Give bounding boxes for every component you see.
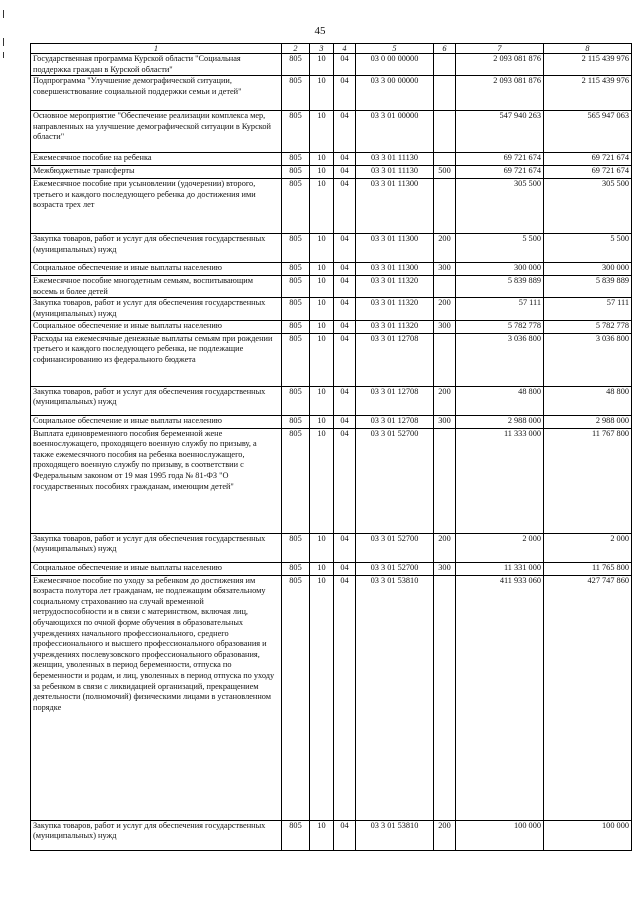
cell-sum2: 2 000 <box>544 533 632 562</box>
cell-name: Социальное обеспечение и иные выплаты населению <box>31 415 282 428</box>
cell-ministry: 805 <box>282 386 310 415</box>
table-row <box>31 111 632 153</box>
budget-table <box>30 43 632 851</box>
cell-ministry: 805 <box>282 533 310 562</box>
cell-name: Выплата единовременного пособия беременной жене военнослужащего, проходящего военную службу по призыву, а также ежемесячного пособия на ребенка военнослужащего, проходящего военную службу по призыву, в соответствии с Федеральным законом от 19 мая 1995 года № 81-ФЗ "О государственных пособиях гражданам, имеющим детей" <box>31 428 282 533</box>
cell-sum1: 300 000 <box>456 263 544 276</box>
column-header: 1 <box>31 44 282 54</box>
cell-subsection: 04 <box>334 76 356 111</box>
cell-sum1: 5 782 778 <box>456 320 544 333</box>
cell-ministry: 805 <box>282 562 310 575</box>
cell-ministry: 805 <box>282 575 310 820</box>
cell-section: 10 <box>310 320 334 333</box>
cell-name: Основное мероприятие "Обеспечение реализации комплекса мер, направленных на улучшение демографической ситуации в Курской области" <box>31 111 282 153</box>
table-row <box>31 562 632 575</box>
cell-target: 03 3 01 11130 <box>356 153 434 166</box>
cell-section: 10 <box>310 153 334 166</box>
cell-target: 03 3 01 00000 <box>356 111 434 153</box>
cell-section: 10 <box>310 54 334 76</box>
cell-ministry: 805 <box>282 320 310 333</box>
cell-vr <box>434 575 456 820</box>
cell-section: 10 <box>310 234 334 263</box>
cell-ministry: 805 <box>282 415 310 428</box>
cell-section: 10 <box>310 428 334 533</box>
cell-subsection: 04 <box>334 386 356 415</box>
table-row <box>31 575 632 820</box>
column-header: 8 <box>544 44 632 54</box>
header-row <box>31 44 632 54</box>
cell-name: Закупка товаров, работ и услуг для обеспечения государственных (муниципальных) нужд <box>31 820 282 850</box>
cell-subsection: 04 <box>334 54 356 76</box>
cell-sum1: 69 721 674 <box>456 153 544 166</box>
cell-target: 03 3 01 52700 <box>356 533 434 562</box>
cell-sum2: 5 782 778 <box>544 320 632 333</box>
cell-sum2: 305 500 <box>544 179 632 234</box>
cell-name: Ежемесячное пособие по уходу за ребенком до достижения им возраста полутора лет гражданам, не подлежащим обязательному социальному страхованию на случай временной нетрудоспособности и в связи с материнством, включая лиц, обучающихся по очной форме обучения в образовательных учреждениях начального профессионального, среднего профессионального и высшего профессионального образования и учреждениях послевузовского профессионального образования, женщин, уволенных в период беременности, отпуска по беременности и родам, и лиц, уволенных в период отпуска по уходу за ребенком в связи с ликвидацией организаций, прекращением деятельности (полномочий) физическими лицами в установленном порядке <box>31 575 282 820</box>
cell-subsection: 04 <box>334 428 356 533</box>
cell-ministry: 805 <box>282 179 310 234</box>
cell-section: 10 <box>310 562 334 575</box>
cell-section: 10 <box>310 298 334 320</box>
cell-target: 03 0 00 00000 <box>356 54 434 76</box>
table-row <box>31 153 632 166</box>
cell-ministry: 805 <box>282 263 310 276</box>
table-row <box>31 263 632 276</box>
cell-target: 03 3 01 52700 <box>356 428 434 533</box>
cell-section: 10 <box>310 166 334 179</box>
table-row <box>31 333 632 386</box>
cell-sum2: 57 111 <box>544 298 632 320</box>
table-row <box>31 415 632 428</box>
cell-section: 10 <box>310 263 334 276</box>
cell-subsection: 04 <box>334 333 356 386</box>
cell-section: 10 <box>310 820 334 850</box>
cell-ministry: 805 <box>282 333 310 386</box>
cell-ministry: 805 <box>282 153 310 166</box>
cell-vr: 300 <box>434 415 456 428</box>
cell-sum2: 69 721 674 <box>544 166 632 179</box>
cell-subsection: 04 <box>334 562 356 575</box>
cell-vr <box>434 76 456 111</box>
cell-vr <box>434 179 456 234</box>
cell-sum2: 100 000 <box>544 820 632 850</box>
cell-sum1: 11 331 000 <box>456 562 544 575</box>
cell-sum2: 565 947 063 <box>544 111 632 153</box>
cell-name: Социальное обеспечение и иные выплаты населению <box>31 320 282 333</box>
cell-ministry: 805 <box>282 276 310 298</box>
cell-name: Социальное обеспечение и иные выплаты населению <box>31 562 282 575</box>
cell-target: 03 3 01 53810 <box>356 820 434 850</box>
cell-target: 03 3 01 11300 <box>356 234 434 263</box>
cell-sum1: 2 988 000 <box>456 415 544 428</box>
cell-sum2: 2 988 000 <box>544 415 632 428</box>
cell-section: 10 <box>310 386 334 415</box>
cell-sum2: 5 500 <box>544 234 632 263</box>
table-row <box>31 54 632 76</box>
table-row <box>31 386 632 415</box>
cell-sum1: 69 721 674 <box>456 166 544 179</box>
table-row <box>31 533 632 562</box>
cell-subsection: 04 <box>334 575 356 820</box>
cell-sum2: 2 115 439 976 <box>544 76 632 111</box>
cell-vr: 300 <box>434 562 456 575</box>
cell-subsection: 04 <box>334 263 356 276</box>
cell-vr: 200 <box>434 533 456 562</box>
cell-subsection: 04 <box>334 234 356 263</box>
cell-vr: 200 <box>434 234 456 263</box>
table-row <box>31 179 632 234</box>
cell-vr <box>434 111 456 153</box>
cell-sum1: 3 036 800 <box>456 333 544 386</box>
cell-subsection: 04 <box>334 276 356 298</box>
cell-target: 03 3 01 11130 <box>356 166 434 179</box>
column-header: 6 <box>434 44 456 54</box>
table-row <box>31 428 632 533</box>
cell-target: 03 3 01 11300 <box>356 179 434 234</box>
cell-vr: 500 <box>434 166 456 179</box>
cell-name: Государственная программа Курской области "Социальная поддержка граждан в Курской области" <box>31 54 282 76</box>
cell-vr <box>434 54 456 76</box>
column-header: 3 <box>310 44 334 54</box>
cell-section: 10 <box>310 179 334 234</box>
margin-mark <box>3 38 4 46</box>
cell-ministry: 805 <box>282 76 310 111</box>
cell-target: 03 3 01 11320 <box>356 298 434 320</box>
cell-subsection: 04 <box>334 166 356 179</box>
column-header: 2 <box>282 44 310 54</box>
cell-name: Расходы на ежемесячные денежные выплаты семьям при рождении третьего и каждого последующего ребенка, не подлежащие софинансированию из федерального бюджета <box>31 333 282 386</box>
cell-subsection: 04 <box>334 533 356 562</box>
cell-vr: 300 <box>434 320 456 333</box>
cell-subsection: 04 <box>334 111 356 153</box>
cell-name: Ежемесячное пособие на ребенка <box>31 153 282 166</box>
cell-sum1: 2 093 081 876 <box>456 54 544 76</box>
cell-vr: 200 <box>434 298 456 320</box>
cell-name: Межбюджетные трансферты <box>31 166 282 179</box>
cell-subsection: 04 <box>334 320 356 333</box>
cell-vr <box>434 153 456 166</box>
cell-sum2: 69 721 674 <box>544 153 632 166</box>
cell-vr: 200 <box>434 820 456 850</box>
cell-name: Закупка товаров, работ и услуг для обеспечения государственных (муниципальных) нужд <box>31 298 282 320</box>
cell-vr <box>434 428 456 533</box>
cell-ministry: 805 <box>282 234 310 263</box>
cell-vr <box>434 333 456 386</box>
table-row <box>31 234 632 263</box>
cell-ministry: 805 <box>282 54 310 76</box>
column-header: 4 <box>334 44 356 54</box>
margin-mark <box>3 10 4 18</box>
cell-subsection: 04 <box>334 415 356 428</box>
cell-sum2: 48 800 <box>544 386 632 415</box>
cell-ministry: 805 <box>282 166 310 179</box>
cell-name: Ежемесячное пособие многодетным семьям, воспитывающим восемь и более детей <box>31 276 282 298</box>
cell-sum1: 5 500 <box>456 234 544 263</box>
cell-subsection: 04 <box>334 179 356 234</box>
cell-sum1: 2 093 081 876 <box>456 76 544 111</box>
cell-sum2: 5 839 889 <box>544 276 632 298</box>
cell-section: 10 <box>310 575 334 820</box>
cell-sum1: 305 500 <box>456 179 544 234</box>
cell-sum1: 547 940 263 <box>456 111 544 153</box>
cell-target: 03 3 00 00000 <box>356 76 434 111</box>
cell-sum2: 3 036 800 <box>544 333 632 386</box>
cell-subsection: 04 <box>334 820 356 850</box>
cell-name: Ежемесячное пособие при усыновлении (удочерении) второго, третьего и каждого последующего ребенка до достижения ими возраста трех лет <box>31 179 282 234</box>
table-row <box>31 298 632 320</box>
cell-sum2: 2 115 439 976 <box>544 54 632 76</box>
cell-section: 10 <box>310 333 334 386</box>
cell-section: 10 <box>310 111 334 153</box>
column-header: 7 <box>456 44 544 54</box>
table-row <box>31 276 632 298</box>
cell-name: Закупка товаров, работ и услуг для обеспечения государственных (муниципальных) нужд <box>31 533 282 562</box>
cell-section: 10 <box>310 76 334 111</box>
cell-ministry: 805 <box>282 428 310 533</box>
cell-sum2: 427 747 860 <box>544 575 632 820</box>
cell-target: 03 3 01 11320 <box>356 276 434 298</box>
cell-sum1: 5 839 889 <box>456 276 544 298</box>
cell-sum1: 48 800 <box>456 386 544 415</box>
cell-sum2: 11 765 800 <box>544 562 632 575</box>
cell-sum2: 11 767 800 <box>544 428 632 533</box>
cell-target: 03 3 01 11300 <box>356 263 434 276</box>
cell-vr: 200 <box>434 386 456 415</box>
cell-sum2: 300 000 <box>544 263 632 276</box>
cell-sum1: 100 000 <box>456 820 544 850</box>
cell-sum1: 411 933 060 <box>456 575 544 820</box>
cell-name: Подпрограмма "Улучшение демографической ситуации, совершенствование социальной поддержки семьи и детей" <box>31 76 282 111</box>
page-number: 45 <box>314 25 326 37</box>
cell-vr: 300 <box>434 263 456 276</box>
cell-section: 10 <box>310 415 334 428</box>
table-row <box>31 820 632 850</box>
table-row <box>31 320 632 333</box>
cell-name: Закупка товаров, работ и услуг для обеспечения государственных (муниципальных) нужд <box>31 386 282 415</box>
column-header: 5 <box>356 44 434 54</box>
cell-target: 03 3 01 12708 <box>356 386 434 415</box>
cell-target: 03 3 01 12708 <box>356 415 434 428</box>
cell-target: 03 3 01 53810 <box>356 575 434 820</box>
cell-ministry: 805 <box>282 820 310 850</box>
margin-mark <box>3 52 4 58</box>
cell-sum1: 2 000 <box>456 533 544 562</box>
cell-subsection: 04 <box>334 153 356 166</box>
cell-target: 03 3 01 52700 <box>356 562 434 575</box>
cell-subsection: 04 <box>334 298 356 320</box>
cell-ministry: 805 <box>282 111 310 153</box>
cell-target: 03 3 01 11320 <box>356 320 434 333</box>
cell-vr <box>434 276 456 298</box>
table-row <box>31 76 632 111</box>
cell-name: Социальное обеспечение и иные выплаты населению <box>31 263 282 276</box>
table-row <box>31 166 632 179</box>
cell-section: 10 <box>310 276 334 298</box>
cell-section: 10 <box>310 533 334 562</box>
cell-target: 03 3 01 12708 <box>356 333 434 386</box>
cell-name: Закупка товаров, работ и услуг для обеспечения государственных (муниципальных) нужд <box>31 234 282 263</box>
cell-sum1: 11 333 000 <box>456 428 544 533</box>
cell-ministry: 805 <box>282 298 310 320</box>
cell-sum1: 57 111 <box>456 298 544 320</box>
